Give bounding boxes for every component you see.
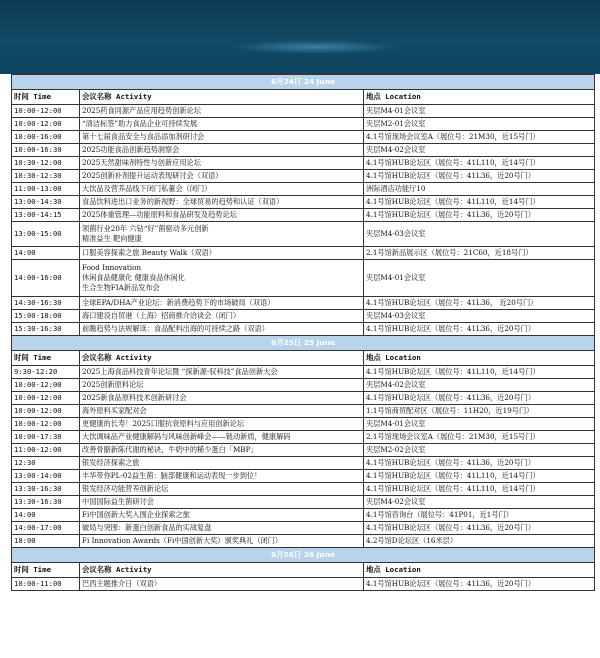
location-cell: 夹层M4-01会议室 [364, 105, 595, 118]
time-cell: 10:00-12:00 [12, 392, 80, 405]
time-cell: 13:30-16:30 [12, 496, 80, 509]
table-row [12, 131, 595, 144]
location-cell: 洲际酒店功能厅10 [364, 183, 595, 196]
header-activity: 会议名称 Activity [80, 563, 364, 578]
table-row [12, 247, 595, 260]
day-title: 6月24日 24 June [12, 75, 595, 90]
location-cell: 夹层M4-02会议室 [364, 379, 595, 392]
activity-line: 生合生物FIA新品发布会 [82, 282, 160, 292]
location-cell: 4.1号馆HUB论坛区（展位号：41L36，近20号门） [364, 522, 595, 535]
activity-line: 休闲食品健康化 健康食品休闲化 [82, 273, 185, 283]
location-cell: 4.1号馆HUB论坛区（展位号：41L110，近14号门） [364, 366, 595, 379]
activity-cell: 海外原料买家配对会 [80, 405, 364, 418]
header-time: 时间 Time [12, 90, 80, 105]
activity-line: Food Innovation [82, 263, 142, 273]
location-cell: 4.1号馆咨询台（展位号：41P01，近1号门） [364, 509, 595, 522]
time-cell: 15:30-16:30 [12, 323, 80, 336]
location-cell: 夹层M4-01会议室 [364, 260, 595, 297]
table-row [12, 170, 595, 183]
activity-cell: “清洁标签”助力食品企业可持续发展 [80, 118, 364, 131]
table-row [12, 222, 595, 247]
activity-cell: 更健康的长寿！2025口服抗衰原料与应用创新论坛 [80, 418, 364, 431]
location-cell: 4.1号馆HUB论坛区（展位号：41L110，近14号门） [364, 470, 595, 483]
header-location: 地点 Location [364, 90, 595, 105]
location-cell: 2.1号馆现场会议室A（展位号：21M30，近15号门） [364, 431, 595, 444]
location-cell: 1.1号馆商贸配对区（展位号：11H20，近19号门） [364, 405, 595, 418]
table-row [12, 535, 595, 548]
location-cell: 4.1号馆HUB论坛区（展位号：41L36，近20号门） [364, 457, 595, 470]
day-header-row [12, 75, 595, 90]
time-cell: 10:00-12:00 [12, 105, 80, 118]
activity-cell: 大饮品及营养品线下闭门私董会（闭门） [80, 183, 364, 196]
location-cell: 2.1号馆新品展示区（展位号：21C60，近18号门） [364, 247, 595, 260]
location-cell: 4.1号馆HUB论坛区（展位号：41L110，近14号门） [364, 483, 595, 496]
location-cell: 夹层M4-02会议室 [364, 496, 595, 509]
header-activity: 会议名称 Activity [80, 351, 364, 366]
activity-line: 领菌行业20年 六钻“好”菌驱动多元创新 [82, 224, 209, 234]
location-cell: 夹层M4-03会议室 [364, 310, 595, 323]
time-cell: 14:30-16:30 [12, 297, 80, 310]
header-banner [0, 0, 600, 74]
location-cell: 夹层M4-03会议室 [364, 222, 595, 247]
location-cell: 夹层M2-01会议室 [364, 118, 595, 131]
activity-cell: 2025药食同源产品应用趋势创新论坛 [80, 105, 364, 118]
day-header-row [12, 336, 595, 351]
activity-cell: 改善骨骼新陈代谢的秘诀，牛奶中的稀少蛋白「MBP」 [80, 444, 364, 457]
banner-glow [230, 40, 400, 54]
day-title: 6月25日 25 June [12, 336, 595, 351]
location-cell: 4.1号馆现场会议室A（展位号：21M30，近15号门） [364, 131, 595, 144]
activity-cell: 中国国际益生菌研讨会 [80, 496, 364, 509]
table-row [12, 196, 595, 209]
time-cell: 13:00-14:15 [12, 209, 80, 222]
activity-cell: 海口建设自贸港（上海）招商推介洽谈会（闭门） [80, 310, 364, 323]
activity-cell: 破局与突围：新蛋白创新食品的实战复盘 [80, 522, 364, 535]
activity-cell: 2025上海食品科技青年论坛暨 “探新源·驭科技”食品创新大会 [80, 366, 364, 379]
table-row [12, 444, 595, 457]
time-cell: 9:30-12:20 [12, 366, 80, 379]
time-cell: 10:30-12:30 [12, 170, 80, 183]
header-time: 时间 Time [12, 563, 80, 578]
table-row [12, 297, 595, 310]
time-cell: 18:00 [12, 535, 80, 548]
table-row [12, 522, 595, 535]
time-cell: 13:00-15:00 [12, 222, 80, 247]
time-cell: 10:00-12:00 [12, 418, 80, 431]
location-cell: 4.1号馆HUB论坛区（展位号：41L36， 近20号门） [364, 297, 595, 310]
activity-cell: 口服美容探索之旅 Beauty Walk（双语） [80, 247, 364, 260]
activity-cell: 食品饮料进出口业务的新视野：全球贸易的趋势和认证（双语） [80, 196, 364, 209]
time-cell: 13:30-16:30 [12, 483, 80, 496]
time-cell: 10:00-12:00 [12, 405, 80, 418]
activity-cell: 2025体重管理—功能原料和食品研发及趋势论坛 [80, 209, 364, 222]
table-row [12, 470, 595, 483]
header-location: 地点 Location [364, 563, 595, 578]
location-cell: 4.1号馆HUB论坛区（展位号：41L36，近20号门） [364, 392, 595, 405]
location-cell: 4.1号馆HUB论坛区（展位号：41L36，近20号门） [364, 323, 595, 336]
table-row [12, 578, 595, 591]
time-cell: 10:30-12:00 [12, 157, 80, 170]
time-cell: 10:00-16:30 [12, 144, 80, 157]
activity-cell: 银发经济功能营养创新论坛 [80, 483, 364, 496]
time-cell: 14:00-16:00 [12, 260, 80, 297]
table-row [12, 260, 595, 297]
activity-cell: 2025创新补剂提升运动表现研讨会（双语） [80, 170, 364, 183]
location-cell: 夹层M4-01会议室 [364, 418, 595, 431]
location-cell: 夹层M2-02会议室 [364, 444, 595, 457]
table-row [12, 509, 595, 522]
table-row [12, 310, 595, 323]
activity-cell: 2025天然甜味剂特性与创新应用论坛 [80, 157, 364, 170]
activity-cell: 大饮调味品产业健康解码与风味创新峰会——链动新质，健康解码 [80, 431, 364, 444]
table-row [12, 379, 595, 392]
time-cell: 15:00-18:00 [12, 310, 80, 323]
time-cell: 10:00-12:00 [12, 379, 80, 392]
table-row [12, 144, 595, 157]
table-row [12, 105, 595, 118]
table-row [12, 366, 595, 379]
location-cell: 4.1号馆HUB论坛区（展位号：41L110，近14号门） [364, 196, 595, 209]
activity-cell: Fi Innovation Awards（Fi中国创新大奖）颁奖典礼（闭门） [80, 535, 364, 548]
time-cell: 14:00-17:00 [12, 522, 80, 535]
activity-cell: 全球EPA/DHA产业论坛：新消费趋势下的市场破局（双语） [80, 297, 364, 310]
activity-cell: 银发经济探索之旅 [80, 457, 364, 470]
location-cell: 4.1号馆HUB论坛区（展位号：41L36，近20号门） [364, 209, 595, 222]
time-cell: 14:00 [12, 247, 80, 260]
activity-cell: 2025创新原料论坛 [80, 379, 364, 392]
table-row [12, 457, 595, 470]
location-cell: 4.1号馆HUB论坛区（展位号：41L110，近14号门） [364, 157, 595, 170]
time-cell: 11:00-13:00 [12, 183, 80, 196]
table-row [12, 405, 595, 418]
time-cell: 10:00-16:00 [12, 131, 80, 144]
time-cell: 10:00-17:30 [12, 431, 80, 444]
time-cell: 11:00-12:00 [12, 444, 80, 457]
table-row [12, 183, 595, 196]
table-row [12, 118, 595, 131]
time-cell: 10:00-12:00 [12, 118, 80, 131]
table-row [12, 418, 595, 431]
time-cell: 12:30 [12, 457, 80, 470]
table-row [12, 392, 595, 405]
activity-cell [80, 222, 364, 247]
location-cell: 4.2号馆D论坛区（16米层） [364, 535, 595, 548]
table-row [12, 496, 595, 509]
time-cell: 14:00 [12, 509, 80, 522]
time-cell: 13:00-14:30 [12, 196, 80, 209]
activity-cell: 2025新食品原料技术创新研讨会 [80, 392, 364, 405]
activity-cell: 巴西主题推介日（双语） [80, 578, 364, 591]
table-row [12, 157, 595, 170]
time-cell: 13:00-14:00 [12, 470, 80, 483]
header-location: 地点 Location [364, 351, 595, 366]
column-header-row [12, 563, 595, 578]
day-title: 6月26日 26 June [12, 548, 595, 563]
activity-cell: 2025功能食品创新趋势洞察会 [80, 144, 364, 157]
activity-cell: 前瞻趋势与法规解读：食品配料出海的可持续之路（双语） [80, 323, 364, 336]
activity-cell [80, 260, 364, 297]
table-row [12, 323, 595, 336]
header-time: 时间 Time [12, 351, 80, 366]
table-row [12, 483, 595, 496]
activity-cell: Fi中国创新大奖入围企业探索之旅 [80, 509, 364, 522]
activity-cell: 第十七届食品安全与食品添加剂研讨会 [80, 131, 364, 144]
location-cell: 4.1号馆HUB论坛区（展位号：41L36，近20号门） [364, 170, 595, 183]
schedule-table [11, 74, 595, 591]
column-header-row [12, 90, 595, 105]
column-header-row [12, 351, 595, 366]
location-cell: 4.1号馆HUB论坛区（展位号：41L36，近20号门） [364, 578, 595, 591]
table-row [12, 431, 595, 444]
table-row [12, 209, 595, 222]
location-cell: 夹层M4-02会议室 [364, 144, 595, 157]
header-activity: 会议名称 Activity [80, 90, 364, 105]
activity-cell: 丰华带你PL-02益生菌：脑部健康和运动表现一步到位！ [80, 470, 364, 483]
day-header-row [12, 548, 595, 563]
time-cell: 10:00-11:00 [12, 578, 80, 591]
activity-line: 精准益生 靶向健康 [82, 234, 142, 243]
